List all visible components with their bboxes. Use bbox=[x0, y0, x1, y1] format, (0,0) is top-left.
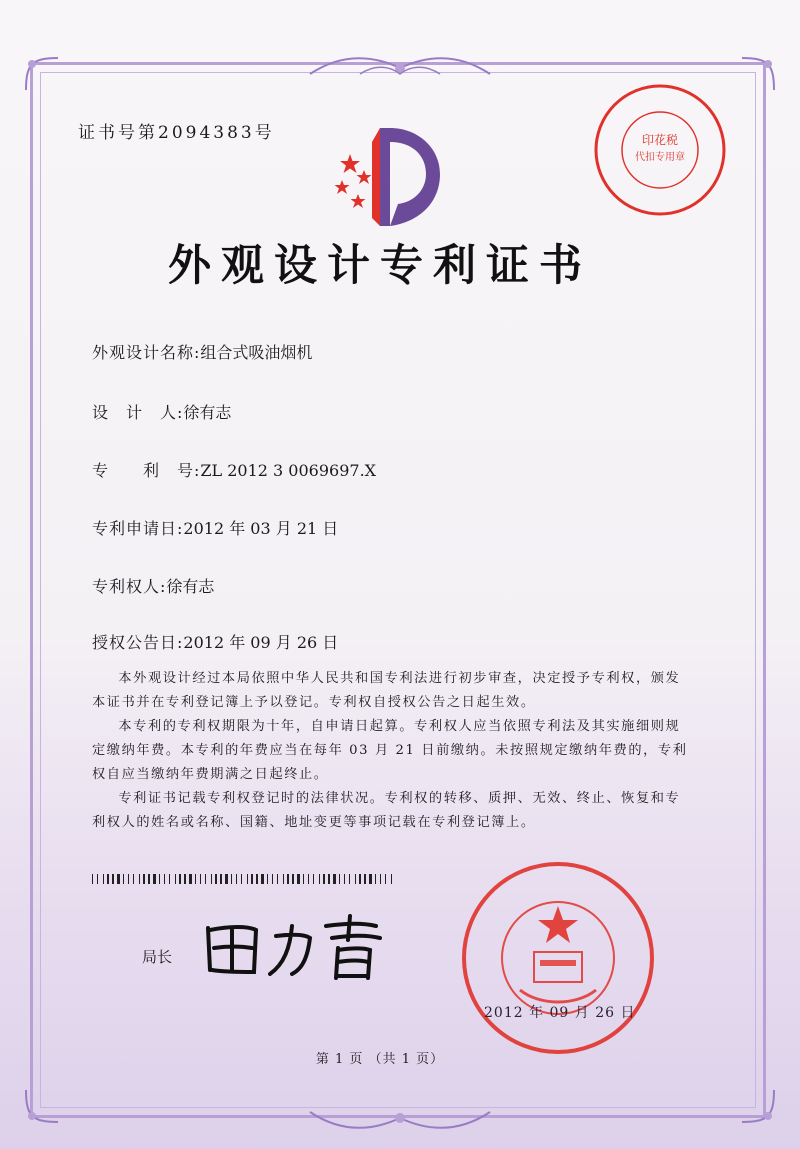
barcode-bar bbox=[344, 874, 345, 884]
barcode-bar bbox=[189, 874, 192, 884]
barcode-bar bbox=[211, 874, 212, 884]
barcode-bar bbox=[272, 874, 273, 884]
barcode-bar bbox=[92, 874, 93, 884]
patent-office-logo-icon bbox=[328, 122, 444, 230]
barcode-bar bbox=[359, 874, 361, 884]
barcode-bar bbox=[391, 874, 392, 884]
field-patentee bbox=[92, 574, 214, 597]
barcode-bar bbox=[283, 874, 284, 884]
field-value: 徐有志 bbox=[183, 403, 232, 422]
office-seal bbox=[460, 860, 656, 1056]
barcode-bar bbox=[339, 874, 340, 884]
barcode-bar bbox=[148, 874, 150, 884]
field-label: 授权公告日: bbox=[92, 633, 184, 652]
field-application-date bbox=[92, 516, 338, 539]
barcode-bar bbox=[297, 874, 300, 884]
body-paragraph: 本外观设计经过本局依照中华人民共和国专利法进行初步审查，决定授予专利权，颁发本证书并在专利登记簿上予以登记。专利权自授权公告之日起生效。 bbox=[92, 671, 681, 710]
svg-text:代扣专用章: 代扣专用章 bbox=[635, 152, 685, 163]
barcode-bar bbox=[159, 874, 160, 884]
barcode-bar bbox=[303, 874, 304, 884]
barcode-bar bbox=[164, 874, 165, 884]
bottom-ornament bbox=[300, 1104, 500, 1134]
barcode-bar bbox=[261, 874, 264, 884]
barcode-bar bbox=[355, 874, 356, 884]
barcode-bar bbox=[175, 874, 176, 884]
field-design-name bbox=[92, 340, 312, 363]
barcode-bar bbox=[256, 874, 258, 884]
certificate-body bbox=[92, 667, 688, 835]
field-value: 2012 年 09 月 26 日 bbox=[183, 633, 339, 652]
corner-ornament-br bbox=[738, 1086, 778, 1126]
barcode-bar bbox=[184, 874, 186, 884]
field-label: 专利权人: bbox=[92, 577, 167, 596]
barcode-bar bbox=[308, 874, 309, 884]
barcode-bar bbox=[323, 874, 325, 884]
barcode-bar bbox=[97, 874, 98, 884]
svg-text:印花税: 印花税 bbox=[641, 133, 679, 147]
field-value: 2012 年 03 月 21 日 bbox=[183, 519, 339, 538]
certificate-number: 证书号第2094383号 bbox=[78, 123, 275, 143]
barcode-bar bbox=[220, 874, 222, 884]
barcode-bar bbox=[112, 874, 114, 884]
field-designer bbox=[92, 400, 231, 423]
field-grant-date bbox=[92, 630, 338, 653]
barcode-bar bbox=[225, 874, 228, 884]
barcode-bar bbox=[179, 874, 181, 884]
corner-ornament-tl bbox=[22, 54, 62, 94]
barcode-bar bbox=[143, 874, 145, 884]
page-number: 第 1 页 （共 1 页） bbox=[315, 1052, 445, 1067]
director-signature bbox=[200, 912, 390, 984]
seal-date: 2012 年 09 月 26 日 bbox=[484, 1005, 636, 1021]
barcode-bar bbox=[267, 874, 268, 884]
barcode-bar bbox=[375, 874, 376, 884]
body-paragraph: 专利证书记载专利权登记时的法律状况。专利权的转移、质押、无效、终止、恢复和专利权人的姓名或名称、国籍、地址变更等事项记载在专利登记簿上。 bbox=[92, 791, 681, 830]
barcode-bar bbox=[200, 874, 201, 884]
barcode bbox=[92, 874, 392, 884]
barcode-bar bbox=[231, 874, 232, 884]
barcode-bar bbox=[215, 874, 217, 884]
barcode-bar bbox=[236, 874, 237, 884]
barcode-bar bbox=[139, 874, 140, 884]
barcode-bar bbox=[117, 874, 120, 884]
field-value: 组合式吸油烟机 bbox=[200, 343, 313, 362]
barcode-bar bbox=[133, 874, 134, 884]
director-label: 局长 bbox=[142, 948, 173, 966]
barcode-bar bbox=[380, 874, 381, 884]
barcode-bar bbox=[369, 874, 372, 884]
barcode-bar bbox=[169, 874, 170, 884]
barcode-bar bbox=[247, 874, 248, 884]
barcode-bar bbox=[241, 874, 242, 884]
field-label: 外观设计名称: bbox=[92, 343, 201, 362]
field-value: 徐有志 bbox=[166, 577, 215, 596]
barcode-bar bbox=[319, 874, 320, 884]
corner-ornament-bl bbox=[22, 1086, 62, 1126]
corner-ornament-tr bbox=[738, 54, 778, 94]
field-label: 设 计 人: bbox=[92, 403, 184, 422]
field-patent-number bbox=[92, 458, 376, 481]
barcode-bar bbox=[123, 874, 124, 884]
barcode-bar bbox=[153, 874, 156, 884]
barcode-bar bbox=[349, 874, 350, 884]
barcode-bar bbox=[205, 874, 206, 884]
tax-stamp bbox=[590, 80, 730, 220]
barcode-bar bbox=[287, 874, 289, 884]
barcode-bar bbox=[103, 874, 104, 884]
barcode-bar bbox=[251, 874, 253, 884]
barcode-bar bbox=[364, 874, 366, 884]
barcode-bar bbox=[313, 874, 314, 884]
field-label: 专 利 号: bbox=[92, 461, 201, 480]
barcode-bar bbox=[292, 874, 294, 884]
certificate-title: 外观设计专利证书 bbox=[168, 241, 592, 291]
body-paragraph: 本专利的专利权期限为十年，自申请日起算。专利权人应当依照专利法及其实施细则规定缴纳年费。本专利的年费应当在每年 03 月 21 日前缴纳。未按照规定缴纳年费的，专利权自应当缴纳年费期满之日起终止。 bbox=[92, 719, 688, 782]
barcode-bar bbox=[277, 874, 278, 884]
barcode-bar bbox=[128, 874, 129, 884]
barcode-bar bbox=[195, 874, 196, 884]
top-ornament bbox=[300, 52, 500, 82]
barcode-bar bbox=[333, 874, 336, 884]
barcode-bar bbox=[328, 874, 330, 884]
barcode-bar bbox=[107, 874, 109, 884]
field-label: 专利申请日: bbox=[92, 519, 184, 538]
barcode-bar bbox=[385, 874, 386, 884]
field-value: ZL 2012 3 0069697.X bbox=[200, 461, 377, 480]
